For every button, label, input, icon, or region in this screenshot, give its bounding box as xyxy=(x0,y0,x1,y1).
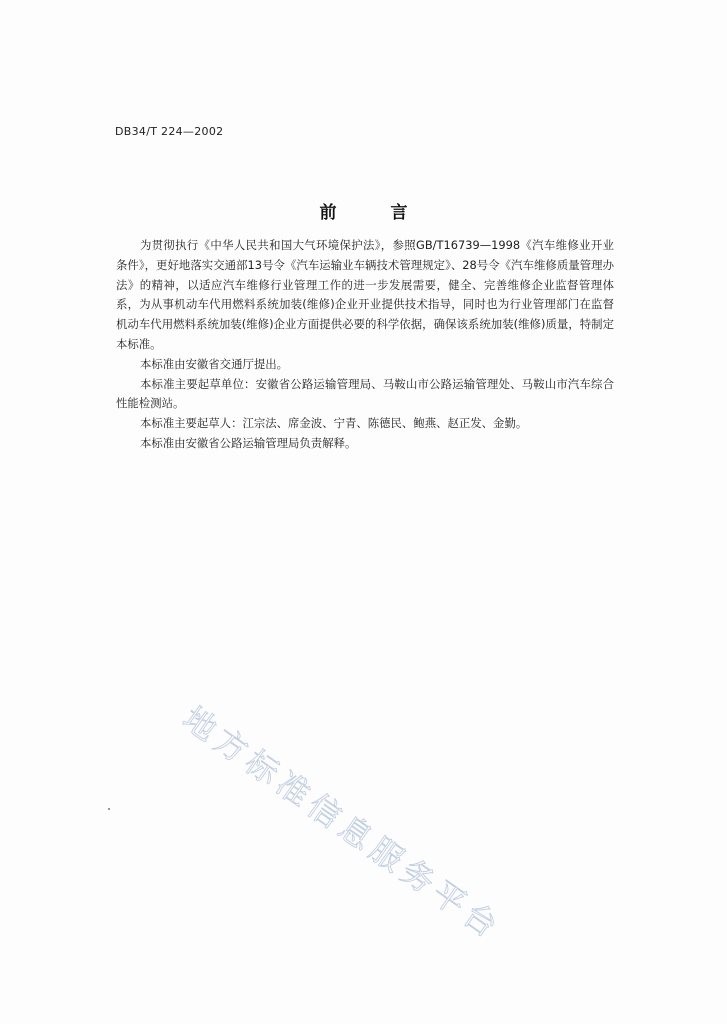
heading-char-right: 言 xyxy=(390,203,408,223)
section-heading xyxy=(0,198,727,223)
paragraph-proposer: 本标准由安徽省交通厅提出。 xyxy=(139,356,289,371)
scan-speck xyxy=(108,808,110,810)
paragraph-drafters: 本标准主要起草人：江宗法、席金波、宁青、陈德民、鲍燕、赵正发、金勤。 xyxy=(139,416,528,431)
heading-char-left: 前 xyxy=(319,203,337,223)
paragraph-interpretation: 本标准由安徽省公路运输管理局负责解释。 xyxy=(139,435,357,450)
paragraph-drafting-units: 本标准主要起草单位：安徽省公路运输管理局、马鞍山市公路运输管理处、马鞍山市汽车综合性能检测站。 xyxy=(116,376,614,411)
foreword-body xyxy=(116,236,614,454)
watermark-text: 地方标准信息服务平台 xyxy=(175,699,510,949)
standard-code: DB34/T 224—2002 xyxy=(115,125,224,138)
paragraph-purpose: 为贯彻执行《中华人民共和国大气环境保护法》，参照GB/T16739—1998《汽车维修业开业条件》，更好地落实交通部13号令《汽车运输业车辆技术管理规定》、28号令《汽车维修质量管理办法》的精神，以适应汽车维修行业管理工作的进一步发展需要，健全、完善维修企业监督管理体系，为从事机动车代用燃料系统加装(维修)企业开业提供技术指导，同时也为行业管理部门在监督机动车代用燃料系统加装(维修)企业方面提供必要的科学依据，确保该系统加装(维修)质量，特制定本标准。 xyxy=(116,238,614,351)
